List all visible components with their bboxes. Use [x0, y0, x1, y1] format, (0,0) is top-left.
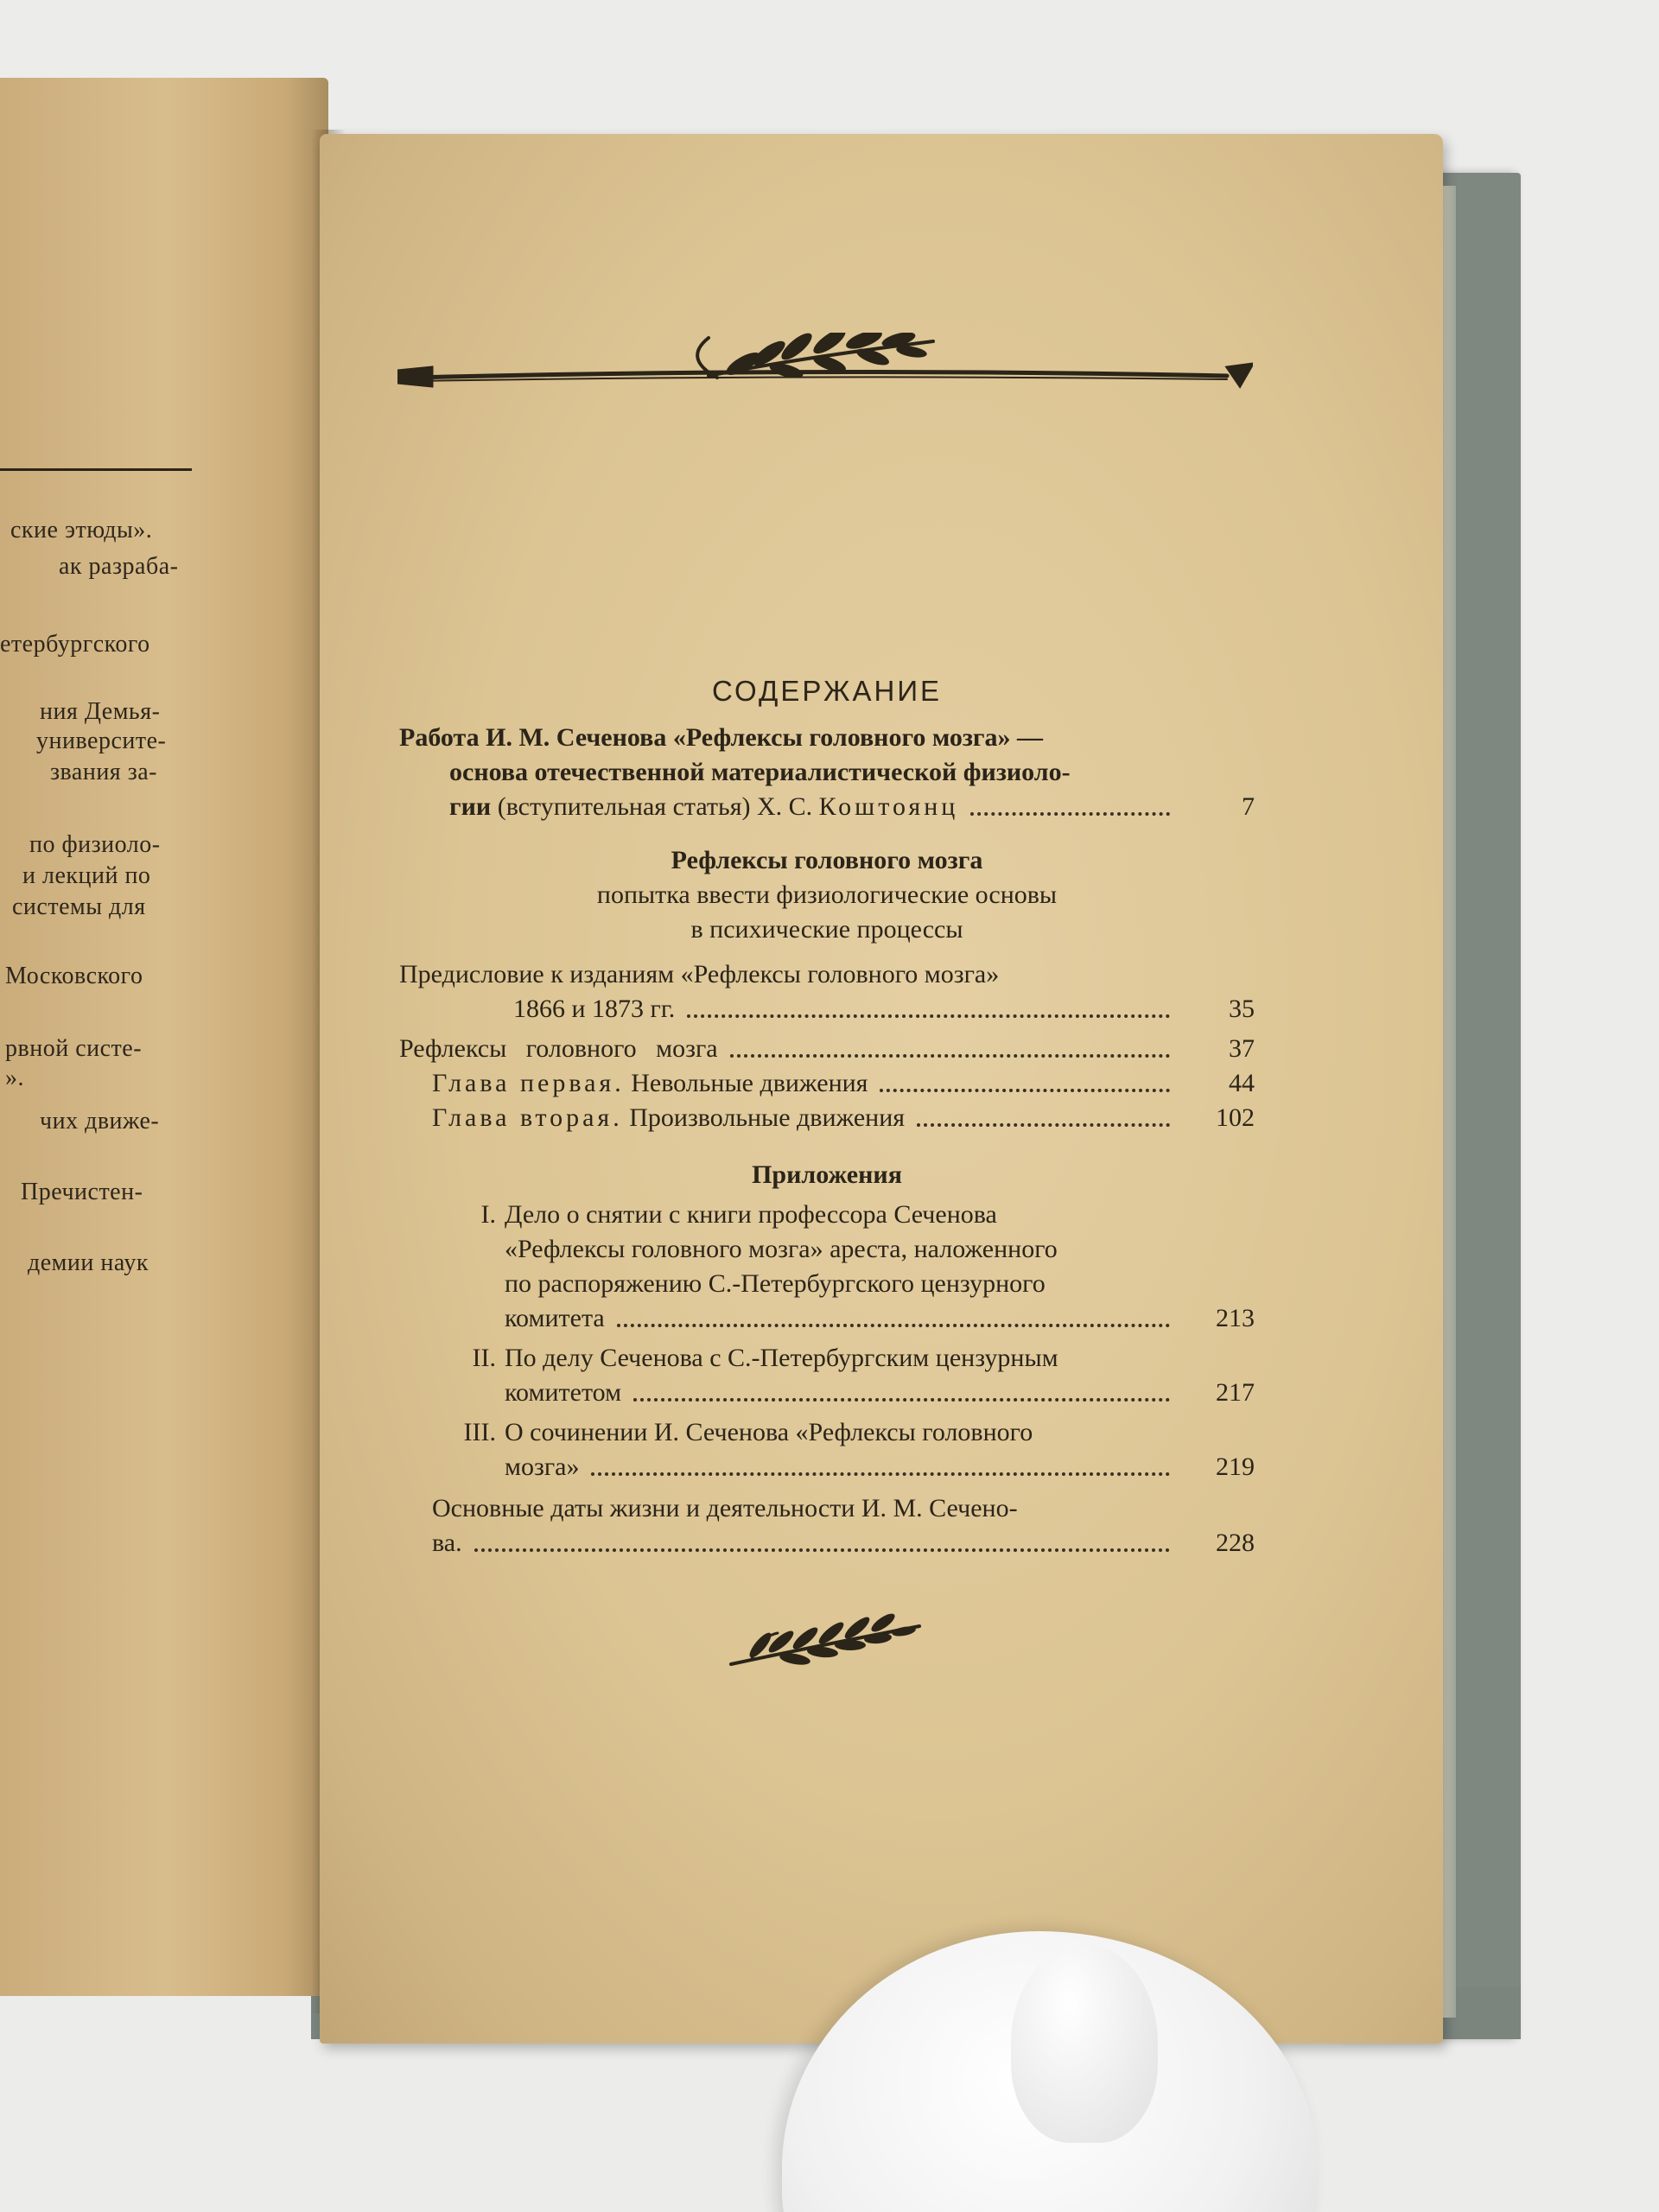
toc-appendix-item [399, 1198, 1255, 1336]
toc-appendix-line: комитета [505, 1304, 605, 1332]
left-page-line: и лекций по [22, 862, 151, 889]
toc-intro-author: Коштоянц [818, 792, 959, 821]
left-page-line: Пречистен- [21, 1179, 143, 1205]
left-page-line: чих движе- [40, 1108, 160, 1135]
toc-appendix-line: «Рефлексы головного мозга» ареста, наложенного [505, 1235, 1058, 1263]
toc-appendix-line: по распоряжению С.-Петербургского цензурного [505, 1269, 1046, 1298]
toc-dates-line: Основные даты жизни и деятельности И. М. Сеченo- [432, 1494, 1018, 1522]
toc-entry-intro [399, 721, 1255, 824]
toc-preface-line: Предисловие к изданиям «Рефлексы головного мозга» [399, 960, 1000, 988]
ornament-bottom-branch-icon [726, 1607, 925, 1676]
toc-page-number: 213 [1216, 1304, 1255, 1332]
dot-leader [730, 1054, 1170, 1058]
left-page-line: университе- [36, 728, 167, 754]
left-page-line: ские этюды». [10, 517, 153, 543]
toc-appendix-item [399, 1415, 1255, 1484]
left-page-line: по физиоло- [29, 831, 161, 858]
toc-section-subtitle: попытка ввести физиологические основы [596, 880, 1058, 909]
toc-main-label: Рефлексы головного мозга [399, 1034, 718, 1063]
dot-leader [591, 1472, 1170, 1476]
toc-page-number: 7 [1242, 792, 1255, 821]
toc-chapter-title: Невольные движения [624, 1069, 868, 1097]
left-page-line: демии наук [28, 1249, 149, 1276]
left-page-line: Московского [5, 963, 143, 989]
toc-entry-preface [399, 957, 1255, 1027]
dot-leader [617, 1324, 1170, 1327]
toc-appendix-line: Дело о снятии с книги профессора Сеченова [505, 1200, 997, 1229]
toc-appendix-title: Приложения [752, 1160, 902, 1189]
toc-chapter-prefix: Глава вторая. [432, 1103, 623, 1132]
toc-preface-line: 1866 и 1873 гг. [513, 995, 676, 1023]
toc-page-number: 35 [1229, 995, 1255, 1023]
toc-dates-line: ва. [432, 1529, 462, 1557]
toc-intro-bold-word: гии [449, 792, 492, 821]
left-page-line: ак разраба- [59, 553, 179, 580]
toc-entry-chapter-1 [399, 1066, 1255, 1101]
toc-appendix-line: По делу Сеченова с С.-Петербургским цензурным [505, 1344, 1058, 1372]
dot-leader [474, 1548, 1170, 1552]
toc-intro-line: Работа И. М. Сеченова «Рефлексы головного мозга» — [399, 723, 1044, 752]
toc-appendix-line: О сочинении И. Сеченова «Рефлексы головного [505, 1418, 1033, 1446]
left-page-line: етербургского [0, 631, 150, 658]
ornament-top-branch-icon [397, 333, 1253, 393]
left-page-line: ». [5, 1065, 24, 1091]
toc-appendix-roman: II. [472, 1344, 496, 1372]
toc-appendix-line: комитетом [505, 1378, 622, 1407]
toc-intro-line: основа отечественной материалистической физиоло- [449, 758, 1071, 786]
left-page-line: рвной систе- [5, 1035, 143, 1062]
dot-leader [880, 1089, 1170, 1092]
toc-chapter-title: Произвольные движения [622, 1103, 906, 1132]
toc-entry-chapter-2 [399, 1101, 1255, 1135]
toc-page-number: 37 [1229, 1034, 1255, 1063]
toc-section-title: Рефлексы головного мозга [671, 846, 983, 874]
toc-intro-rest: (вступительная статья) Х. С. [491, 792, 819, 821]
toc-page-number: 219 [1216, 1452, 1255, 1481]
toc-section-subtitle: в психические процессы [690, 915, 963, 944]
dot-leader [917, 1123, 1170, 1127]
toc-page-number: 102 [1216, 1103, 1255, 1132]
left-page-line: ния Демья- [40, 698, 161, 725]
toc-chapter-prefix: Глава первая. [432, 1069, 625, 1097]
toc-appendix-roman: III. [463, 1418, 496, 1446]
dot-leader [633, 1398, 1170, 1402]
toc-page-number: 217 [1216, 1378, 1255, 1407]
toc-appendix-item [399, 1341, 1255, 1410]
toc-appendix-line: мозга» [505, 1452, 580, 1481]
toc-entry-dates [399, 1491, 1255, 1560]
left-page-rule [0, 468, 192, 471]
white-glove-thumb [1011, 1944, 1158, 2143]
toc-intro-line [449, 790, 958, 824]
table-of-contents [399, 674, 1255, 1560]
left-page-line: звания за- [50, 759, 157, 785]
toc-page-number: 228 [1216, 1529, 1255, 1557]
toc-appendix-roman: I. [480, 1200, 496, 1229]
toc-entry-main [399, 1032, 1255, 1066]
toc-page-number: 44 [1229, 1069, 1255, 1097]
dot-leader [687, 1014, 1170, 1018]
dot-leader [970, 812, 1170, 816]
toc-heading: СОДЕРЖАНИЕ [711, 675, 943, 707]
left-page-line: системы для [12, 893, 146, 920]
left-page [0, 78, 328, 1996]
